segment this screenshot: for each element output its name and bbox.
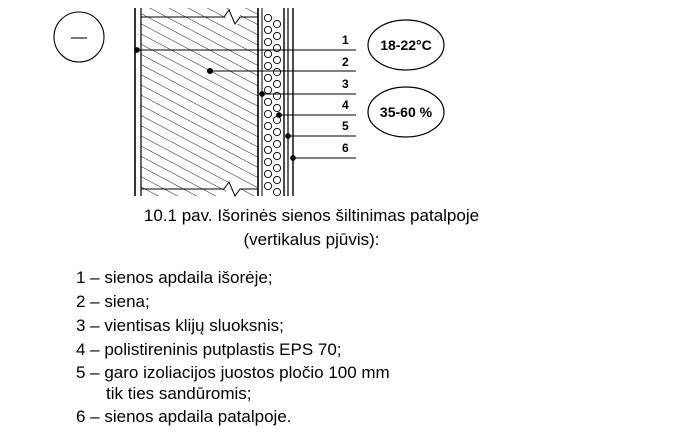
temperature-badge-text: 18-22°C: [380, 37, 432, 53]
wall-layer: [141, 8, 258, 196]
legend-item-6: 6 – sienos apdaila patalpoje.: [76, 407, 292, 426]
humidity-badge-text: 35-60 %: [379, 104, 433, 120]
insulation-layer: [264, 8, 284, 196]
layer-number-2: 2: [342, 55, 349, 69]
exterior-finish-layer: [135, 8, 141, 196]
temperature-badge: [368, 20, 444, 70]
figure-caption-subtitle: (vertikalus pjūvis):: [243, 230, 380, 249]
interior-finish-layer: [288, 8, 293, 196]
layer-number-5: 5: [342, 119, 349, 133]
layer-number-6: 6: [342, 141, 349, 155]
layer-number-3: 3: [342, 77, 349, 91]
legend-item-1: 1 – sienos apdaila išorėje;: [76, 268, 273, 287]
legend-item-4: 4 – polistireninis putplastis EPS 70;: [76, 340, 342, 359]
layer-number-1: 1: [342, 33, 349, 47]
legend-item-5-continued: tik ties sandūromis;: [106, 384, 252, 403]
room-symbol-text: —: [71, 29, 87, 46]
figure-caption-title: 10.1 pav. Išorinės sienos šiltinimas patalpoje: [143, 206, 480, 225]
legend-item-3: 3 – vientisas klijų sluoksnis;: [76, 316, 284, 335]
legend-item-5: 5 – garo izoliacijos juostos pločio 100 mm: [76, 363, 390, 382]
legend-item-2: 2 – siena;: [76, 292, 150, 311]
layer-number-4: 4: [342, 98, 349, 112]
humidity-badge: [368, 87, 444, 137]
room-symbol: [54, 12, 104, 62]
